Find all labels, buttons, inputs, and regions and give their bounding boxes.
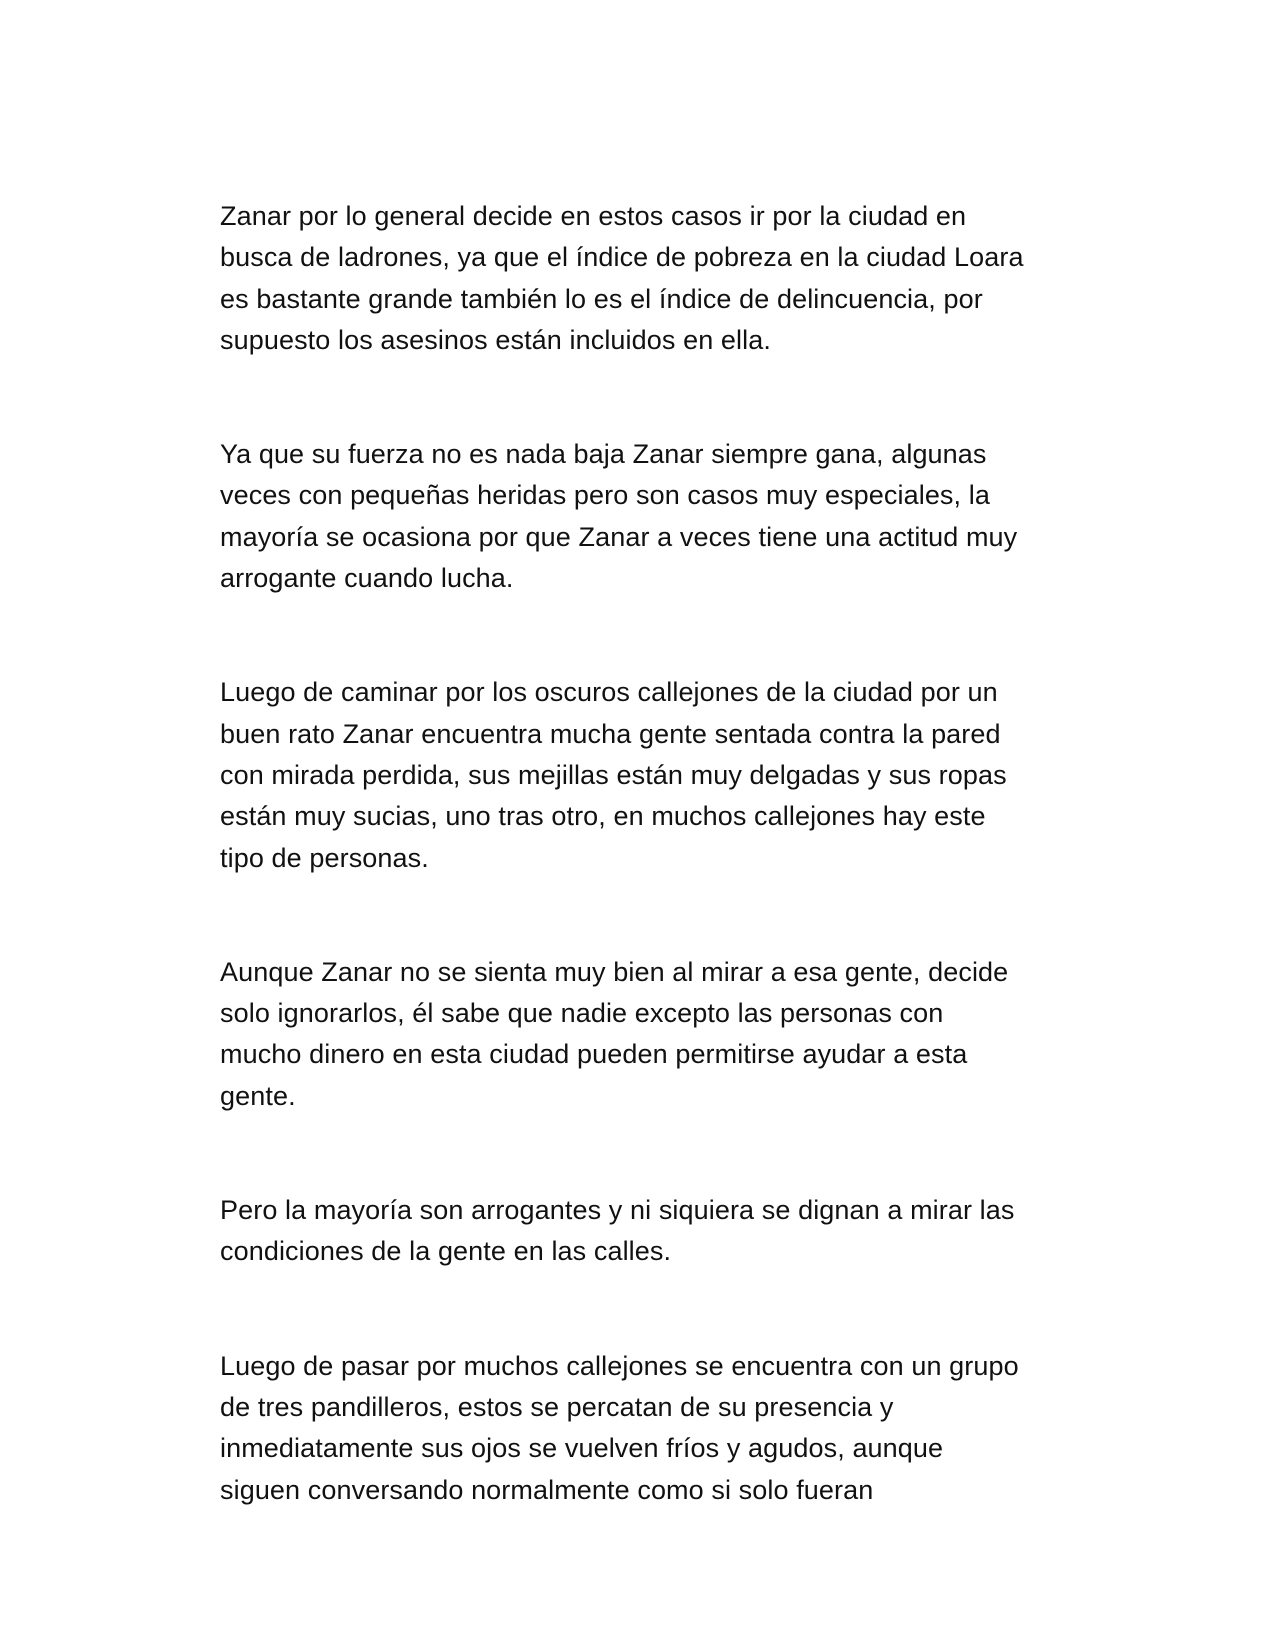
paragraph: Pero la mayoría son arrogantes y ni siquiera se dignan a mirar las condiciones de la gente en las calles. (220, 1195, 1015, 1267)
document-body (220, 196, 1070, 1511)
paragraph: Aunque Zanar no se sienta muy bien al mirar a esa gente, decide solo ignorarlos, él sabe que nadie excepto las personas con mucho dinero en esta ciudad pueden permitirse ayudar a esta gente. (220, 956, 1009, 1111)
paragraph: Ya que su fuerza no es nada baja Zanar siempre gana, algunas veces con pequeñas heridas pero son casos muy especiales, la mayoría se ocasiona por que Zanar a veces tiene una actitud muy arrogante cuando lucha. (220, 439, 1018, 594)
paragraph: Luego de caminar por los oscuros callejones de la ciudad por un buen rato Zanar encuentra mucha gente sentada contra la pared con mirada perdida, sus mejillas están muy delgadas y sus ropas están muy sucias, uno tras otro, en muchos callejones hay este tipo de personas. (220, 677, 1007, 873)
paragraph: Luego de pasar por muchos callejones se encuentra con un grupo de tres pandilleros, estos se percatan de su presencia y inmediatamente sus ojos se vuelven fríos y agudos, aunque siguen conversando normalmente como si solo fueran (220, 1350, 1019, 1505)
paragraph: Zanar por lo general decide en estos casos ir por la ciudad en busca de ladrones, ya que el índice de pobreza en la ciudad Loara es bastante grande también lo es el índice de delincuencia, por supuesto los asesinos están incluidos en ella. (220, 201, 1024, 355)
